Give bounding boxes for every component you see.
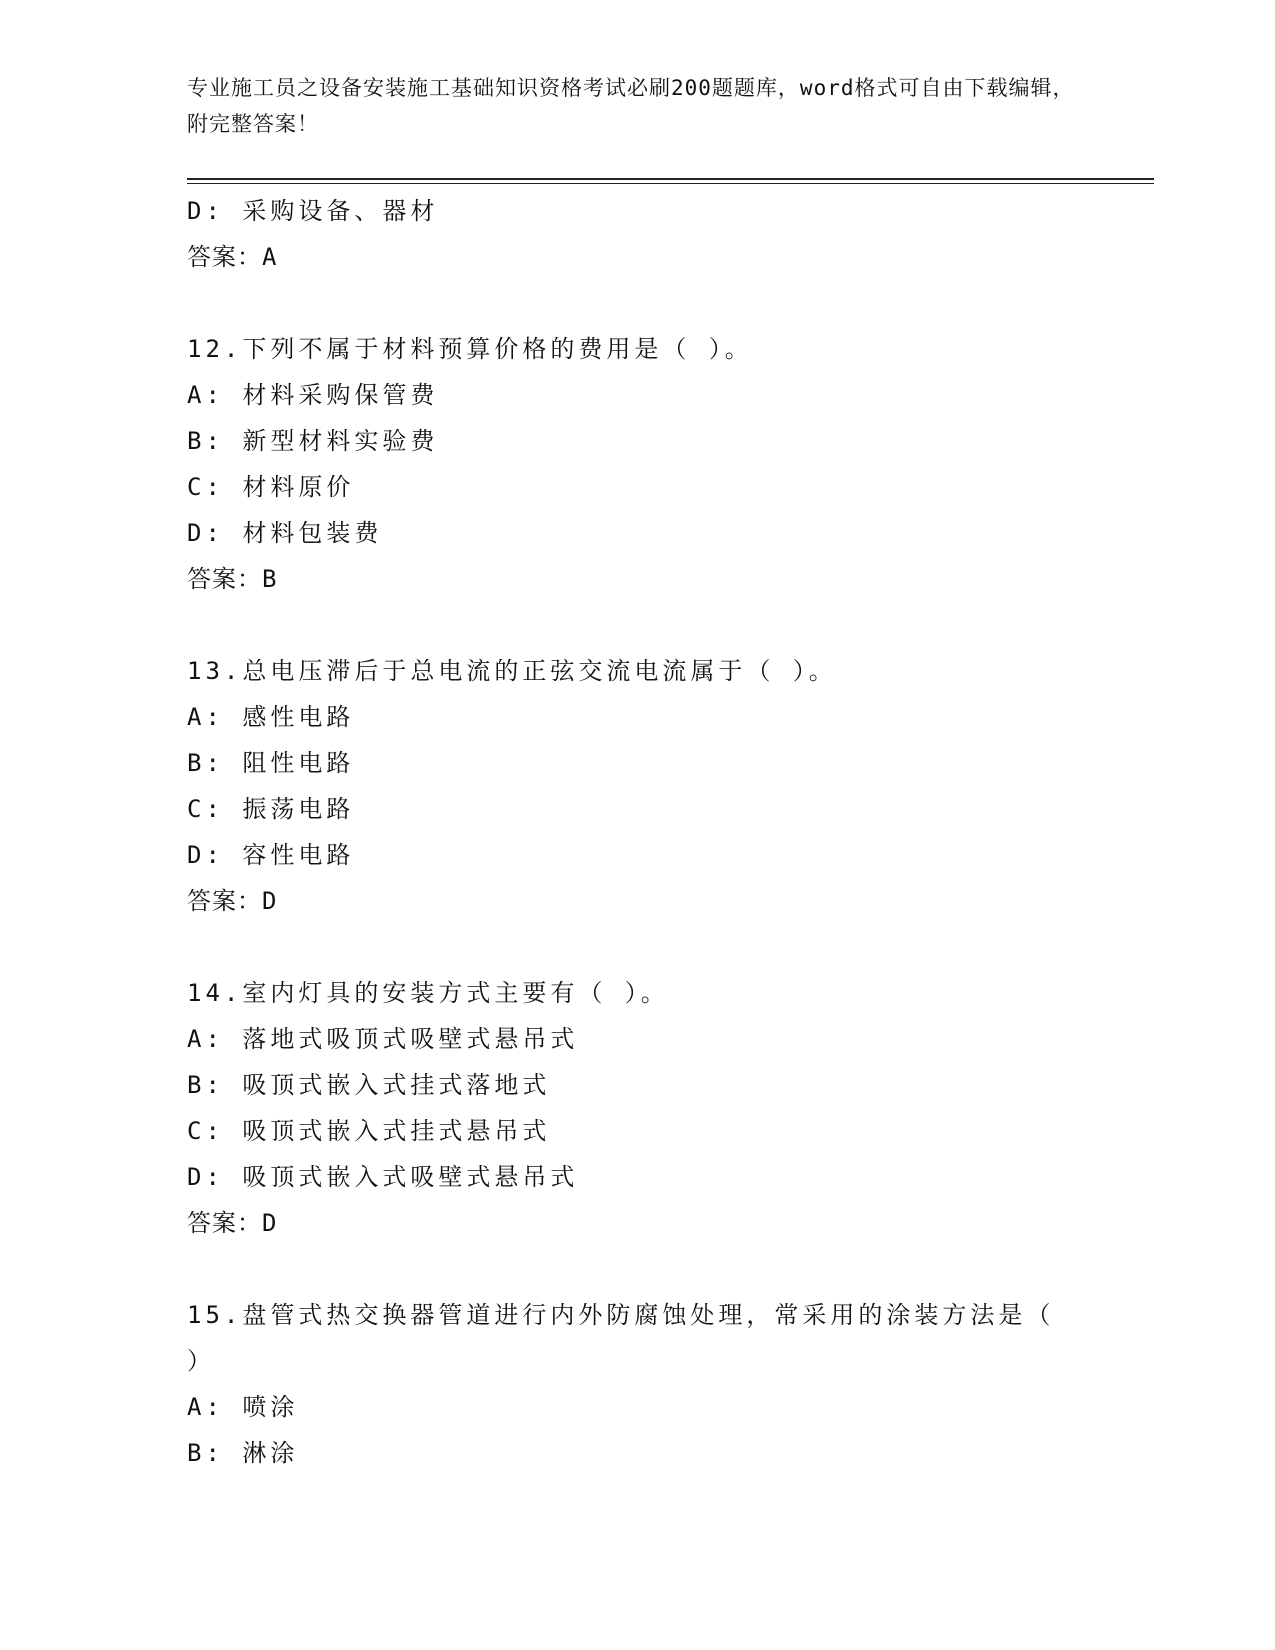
question-14-option-b: B: 吸顶式嵌入式挂式落地式 <box>187 1071 551 1099</box>
answer-label: 答案： <box>187 887 262 915</box>
question-13-option-b: B: 阻性电路 <box>187 749 355 777</box>
header-divider-thick <box>187 178 1154 180</box>
answer-line <box>187 234 1107 280</box>
option-d: D: 采购设备、器材 <box>187 197 439 225</box>
question-15-text-line1: 15.盘管式热交换器管道进行内外防腐蚀处理，常采用的涂装方法是（ <box>187 1301 1055 1329</box>
header-divider-thin <box>187 183 1154 184</box>
question-12-text: 12.下列不属于材料预算价格的费用是（ ）。 <box>187 335 753 363</box>
answer-label: 答案： <box>187 565 262 593</box>
question-13-text: 13.总电压滞后于总电流的正弦交流电流属于（ ）。 <box>187 657 837 685</box>
answer-value: B <box>262 565 278 593</box>
question-15-option-b: B: 淋涂 <box>187 1439 299 1467</box>
answer-value: A <box>262 243 278 271</box>
answer-label: 答案： <box>187 1209 262 1237</box>
question-14-answer <box>187 1200 1107 1246</box>
question-12-option-a: A: 材料采购保管费 <box>187 381 439 409</box>
question-12-option-c: C: 材料原价 <box>187 473 355 501</box>
answer-label: 答案： <box>187 243 262 271</box>
question-13-option-a: A: 感性电路 <box>187 703 355 731</box>
question-list <box>187 188 1107 1476</box>
document-header: 专业施工员之设备安装施工基础知识资格考试必刷200题题库，word格式可自由下载编辑，附完整答案！ <box>187 76 1075 136</box>
question-14-text: 14.室内灯具的安装方式主要有（ ）。 <box>187 979 669 1007</box>
question-14-option-c: C: 吸顶式嵌入式挂式悬吊式 <box>187 1117 551 1145</box>
question-13-option-d: D: 容性电路 <box>187 841 355 869</box>
question-12-answer <box>187 556 1107 602</box>
question-12-option-b: B: 新型材料实验费 <box>187 427 439 455</box>
answer-value: D <box>262 1209 278 1237</box>
question-15-text-line2: ） <box>187 1347 215 1375</box>
question-14-option-d: D: 吸顶式嵌入式吸壁式悬吊式 <box>187 1163 579 1191</box>
answer-value: D <box>262 887 278 915</box>
question-15-option-a: A: 喷涂 <box>187 1393 299 1421</box>
question-13-option-c: C: 振荡电路 <box>187 795 355 823</box>
question-14-option-a: A: 落地式吸顶式吸壁式悬吊式 <box>187 1025 579 1053</box>
question-13-answer <box>187 878 1107 924</box>
question-12-option-d: D: 材料包装费 <box>187 519 383 547</box>
